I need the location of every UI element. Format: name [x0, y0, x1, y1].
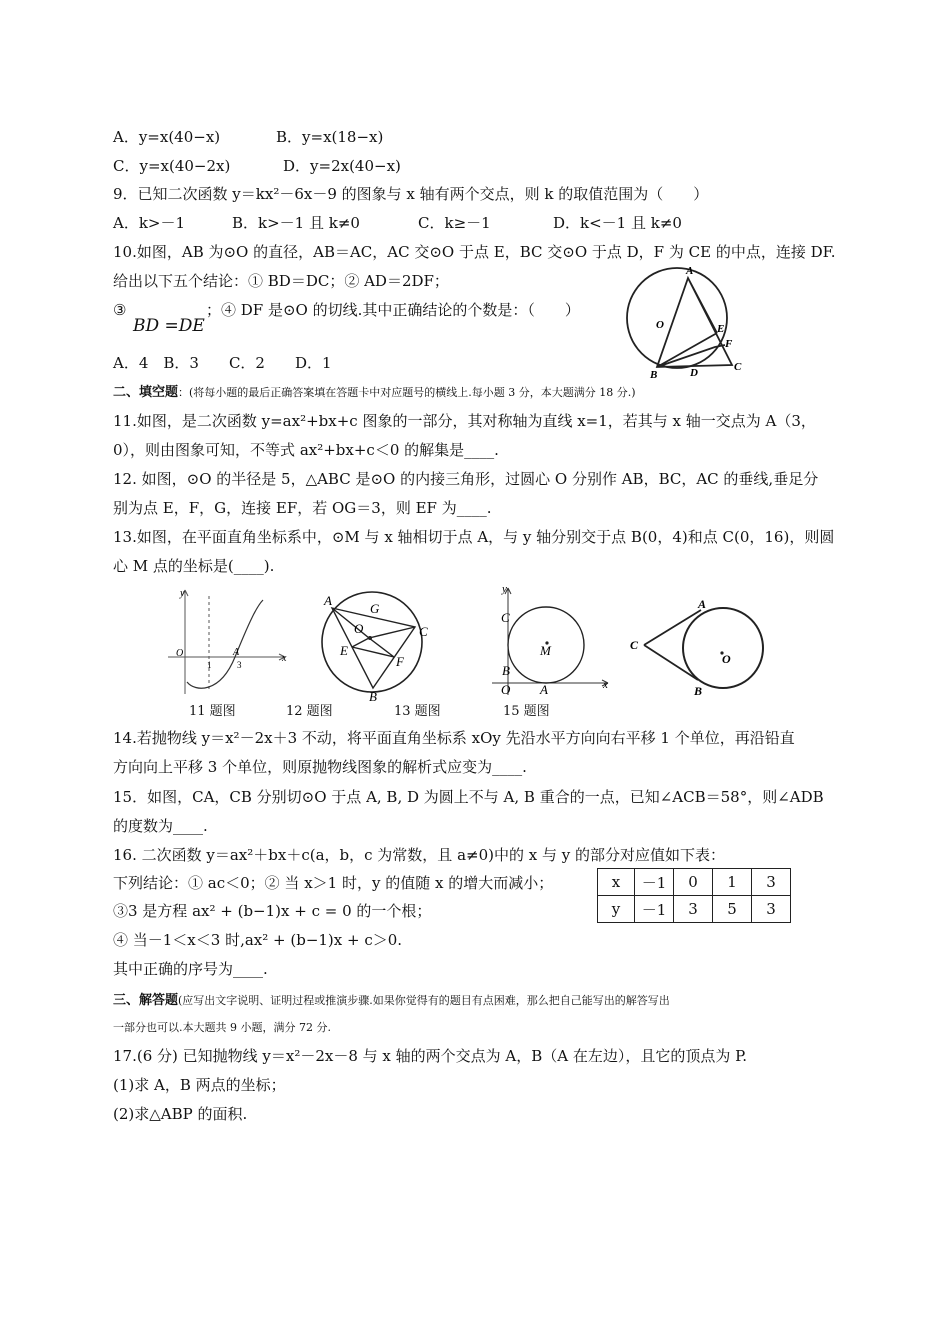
q9-option-a: A．k>－1	[113, 214, 186, 232]
q9-stem: 9．已知二次函数 y＝kx²－6x－9 的图象与 x 轴有两个交点，则 k 的取值范围为（ ）	[113, 185, 709, 203]
fig12-label: C	[419, 624, 428, 639]
q16-c1: 下列结论：① ac＜0；② 当 x＞1 时，y 的值随 x 的增大而减小；	[113, 874, 554, 892]
table-cell: x	[598, 869, 635, 896]
section3-heading	[113, 989, 670, 1011]
q15-line2: 的度数为____.	[113, 817, 208, 835]
fig13-label: C	[501, 610, 510, 625]
table-row	[598, 869, 791, 896]
q8-option-a: A．y=x(40−x)	[113, 128, 221, 146]
table-cell: 1	[713, 869, 752, 896]
q17-part1: (1)求 A，B 两点的坐标；	[113, 1076, 286, 1094]
section3-note1: (应写出文字说明、证明过程或推演步骤.如果你觉得有的题目有点困难，那么把自己能写出的解答写出	[178, 994, 670, 1007]
table-cell: 5	[713, 896, 752, 923]
q9-option-b: B．k>－1 且 k≠0	[232, 214, 360, 232]
q14-line1: 14.若抛物线 y＝x²－2x＋3 不动，将平面直角坐标系 xOy 先沿水平方向向右平移 1 个单位，再沿铅直	[113, 729, 795, 747]
section2-note: ：(将每小题的最后正确答案填在答题卡中对应题号的横线上.每小题 3 分，本大题满分 18 分.)	[178, 386, 636, 399]
q14-line2: 方向向上平移 3 个单位，则原抛物线图象的解析式应变为____.	[113, 758, 527, 776]
table-cell: 3	[752, 896, 791, 923]
table-cell: 0	[674, 869, 713, 896]
q11-line1: 11.如图，是二次函数 y=ax²+bx+c 图象的一部分，其对称轴为直线 x=1，若其与 x 轴一交点为 A（3，	[113, 412, 816, 430]
q10-fig-label: A	[686, 265, 694, 277]
fig12-label: A	[324, 593, 332, 608]
fig15-caption: 15 题图	[503, 704, 550, 719]
table-cell: 3	[674, 896, 713, 923]
fig12-caption: 12 题图	[286, 704, 333, 719]
q16-c2: ③3 是方程 ax² + (b−1)x + c = 0 的一个根；	[113, 902, 432, 920]
q13-line2: 心 M 点的坐标是(____).	[113, 557, 275, 575]
q10-line2: 给出以下五个结论：① BD＝DC；② AD＝2DF；	[113, 272, 449, 290]
fig11	[165, 584, 295, 699]
fig15-label: C	[630, 638, 639, 652]
fig11-label: A	[233, 647, 240, 658]
fig11-label: x	[282, 653, 287, 664]
q10-fig-label: B	[650, 369, 658, 380]
fig15-label: A	[698, 597, 707, 611]
fig12-label: B	[369, 689, 377, 704]
q10-line1: 10.如图，AB 为⊙O 的直径，AB＝AC，AC 交⊙O 于点 E，BC 交⊙O 于点 D，F 为 CE 的中点，连接 DF.	[113, 243, 836, 261]
q10-options: A．4 B．3 C．2 D．1	[113, 354, 332, 372]
q15-line1: 15．如图，CA，CB 分别切⊙O 于点 A, B, D 为圆上不与 A, B 重合的一点，已知∠ACB＝58°，则∠ADB	[113, 788, 824, 806]
section3-title: 三、解答题	[113, 993, 179, 1008]
q17-stem: 17.(6 分) 已知抛物线 y＝x²－2x－8 与 x 轴的两个交点为 A，B（A 在左边），且它的顶点为 P.	[113, 1047, 747, 1065]
q10-line3-num: ③	[113, 301, 127, 319]
q16-ask: 其中正确的序号为____.	[113, 960, 268, 978]
fig12-label: G	[370, 601, 380, 616]
table-cell: y	[598, 896, 635, 923]
fig13-label: y	[502, 583, 507, 595]
fig13-label: B	[502, 663, 510, 678]
q10-fig-label: O	[656, 319, 664, 331]
section2-title: 二、填空题	[113, 385, 179, 400]
fig15-label: B	[694, 684, 703, 698]
q10-fig-label: F	[725, 338, 733, 350]
fig13-caption: 13 题图	[394, 704, 441, 719]
q10-formula: BD =DE	[133, 316, 205, 336]
q13-line1: 13.如图，在平面直角坐标系中，⊙M 与 x 轴相切于点 A，与 y 轴分别交于点 B(0，4)和点 C(0，16)，则圆	[113, 528, 835, 546]
fig13-label: M	[540, 643, 551, 658]
fig12	[318, 586, 436, 706]
fig11-label: O	[176, 648, 184, 659]
fig11-label: 3	[237, 660, 242, 670]
table-cell: －1	[635, 896, 674, 923]
table-cell: 3	[752, 869, 791, 896]
q17-part2: (2)求△ABP 的面积.	[113, 1105, 248, 1123]
table-cell: －1	[635, 869, 674, 896]
fig12-label: O	[354, 621, 364, 636]
q8-option-b: B．y=x(18−x)	[276, 128, 384, 146]
q9-option-d: D．k<－1 且 k≠0	[553, 214, 682, 232]
q16-stem: 16. 二次函数 y＝ax²＋bx＋c(a，b，c 为常数，且 a≠0)中的 x 与 y 的部分对应值如下表：	[113, 846, 725, 864]
q8-option-c: C．y=x(40−2x)	[113, 157, 231, 175]
fig15	[624, 592, 764, 704]
fig13	[488, 580, 616, 698]
q11-line2: 0），则由图象可知，不等式 ax²+bx+c＜0 的解集是____.	[113, 441, 499, 459]
q10-fig-label: D	[690, 367, 698, 379]
q8-option-d: D．y=2x(40−x)	[283, 157, 401, 175]
q10-figure	[620, 262, 750, 380]
q9-option-c: C．k≥－1	[418, 214, 491, 232]
fig11-caption: 11 题图	[189, 704, 236, 719]
fig11-label: 1	[207, 660, 212, 670]
fig12-label: E	[340, 643, 348, 658]
q10-fig-label: E	[717, 323, 725, 335]
q16-c3: ④ 当－1＜x＜3 时,ax² + (b−1)x + c＞0.	[113, 931, 403, 949]
table-row	[598, 896, 791, 923]
fig13-label: x	[603, 679, 608, 691]
q16-value-table	[597, 868, 791, 923]
q12-line2: 别为点 E，F，G，连接 EF，若 OG＝3，则 EF 为____.	[113, 499, 492, 517]
fig13-label: O	[501, 682, 511, 697]
section2-heading	[113, 381, 636, 403]
q10-fig-label: C	[734, 361, 742, 373]
fig12-label: F	[396, 654, 404, 669]
fig15-label: O	[722, 652, 731, 666]
fig13-label: A	[540, 682, 548, 697]
section3-note2: 一部分也可以.本大题共 9 小题，满分 72 分.	[113, 1021, 331, 1034]
q10-line3: ；④ DF 是⊙O 的切线.其中正确结论的个数是：（ ）	[206, 301, 580, 319]
fig11-label: y	[180, 588, 185, 599]
q12-line1: 12. 如图，⊙O 的半径是 5，△ABC 是⊙O 的内接三角形，过圆心 O 分别作 AB，BC，AC 的垂线,垂足分	[113, 470, 819, 488]
